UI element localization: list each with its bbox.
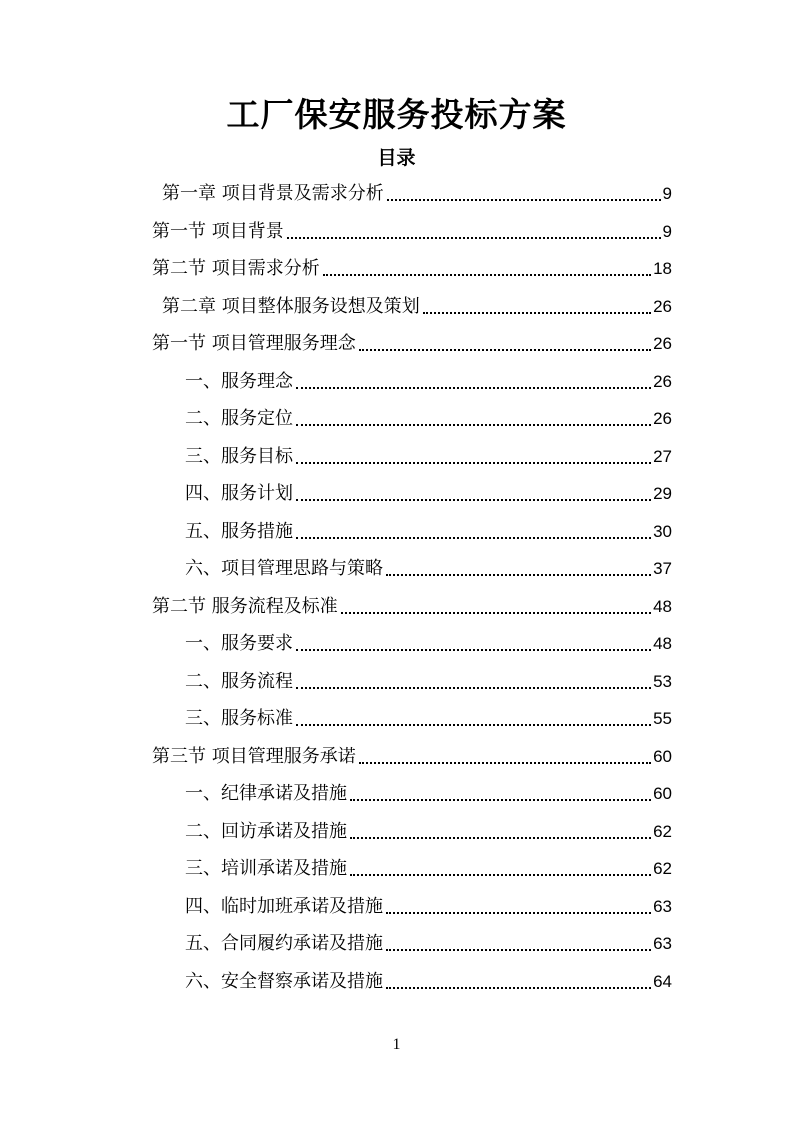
toc-entry-page: 48 [653,596,672,616]
toc-entry[interactable] [0,513,793,550]
toc-entry[interactable] [0,850,793,887]
toc-dot-leader [386,574,651,576]
toc-entry-label: 第一章 项目背景及需求分析 [162,183,384,204]
toc-entry[interactable] [0,925,793,962]
toc-dot-leader [386,912,651,914]
toc-entry-label: 一、服务要求 [185,633,293,654]
toc-entry[interactable] [0,400,793,437]
toc-entry-page: 53 [653,671,672,691]
toc-entry-label: 三、服务标准 [185,708,293,729]
toc-entry-label: 五、服务措施 [185,520,293,542]
toc-entry[interactable] [0,288,793,325]
toc-entry-label: 第二节 服务流程及标准 [152,595,338,617]
toc-dot-leader [296,724,651,726]
toc-entry[interactable] [0,775,793,812]
toc-dot-leader [296,499,651,501]
toc-entry[interactable] [0,325,793,362]
toc-entry[interactable] [0,250,793,287]
toc-dot-leader [341,612,651,614]
toc-entry[interactable] [0,438,793,475]
toc-dot-leader [386,949,651,951]
toc-dot-leader [359,349,651,351]
toc-entry-label: 四、临时加班承诺及措施 [185,895,383,917]
toc-dot-leader [350,874,651,876]
toc-dot-leader [359,762,651,764]
toc-entry[interactable] [0,888,793,925]
toc-entry-label: 一、服务理念 [185,370,293,392]
toc-entry-page: 26 [653,409,672,428]
toc-entry-label: 二、回访承诺及措施 [185,820,347,842]
toc-entry-label: 三、培训承诺及措施 [185,858,347,879]
toc-entry[interactable] [0,663,793,700]
toc-entry[interactable] [0,363,793,400]
toc-dot-leader [296,687,651,689]
toc-entry[interactable] [0,625,793,662]
toc-entry-page: 29 [653,484,672,503]
toc-entry-page: 37 [653,559,672,578]
toc-entry-label: 六、安全督察承诺及措施 [185,970,383,992]
toc-entry-page: 62 [653,821,672,841]
toc-entry-label: 第二节 项目需求分析 [152,258,320,279]
toc-entry-page: 63 [653,934,672,953]
toc-entry-page: 18 [653,259,672,278]
toc-entry-page: 63 [653,896,672,916]
toc-entry-label: 四、服务计划 [185,483,293,504]
toc-entry-page: 26 [653,296,672,316]
toc-entry-page: 48 [653,634,672,653]
toc-entry-page: 9 [662,184,672,203]
toc-entry-page: 60 [653,746,672,766]
toc-dot-leader [386,987,651,989]
toc-entry-page: 62 [653,859,672,878]
toc-entry-label: 一、纪律承诺及措施 [185,783,347,804]
toc-entry-page: 26 [653,334,672,353]
toc-entry-page: 9 [662,221,672,241]
toc-entry[interactable] [0,588,793,625]
toc-entry[interactable] [0,550,793,587]
toc-entry-label: 六、项目管理思路与策略 [185,558,383,579]
toc-entry-label: 第一节 项目管理服务理念 [152,333,356,354]
toc-dot-leader [296,537,651,539]
document-title: 工厂保安服务投标方案 [226,95,567,134]
page-number: 1 [392,1036,401,1053]
toc-entry-page: 30 [653,521,672,541]
toc-entry-page: 27 [653,446,672,466]
toc-dot-leader [350,837,651,839]
toc-dot-leader [296,462,651,464]
toc-entry[interactable] [0,475,793,512]
toc-dot-leader [296,649,651,651]
toc-entry-page: 60 [653,784,672,803]
toc-entry[interactable] [0,175,793,212]
toc-dot-leader [296,424,651,426]
toc-entry-label: 二、服务流程 [185,670,293,692]
toc-dot-leader [323,274,651,276]
toc-entry[interactable] [0,700,793,737]
toc-entry-page: 64 [653,971,672,991]
toc-dot-leader [423,312,651,314]
toc-dot-leader [387,199,661,201]
toc-entry-label: 二、服务定位 [185,408,293,429]
toc-entry-page: 55 [653,709,672,728]
toc-entry[interactable] [0,963,793,1000]
toc-dot-leader [287,237,661,239]
toc-entry[interactable] [0,813,793,850]
toc-entry-label: 第二章 项目整体服务设想及策划 [162,295,420,317]
toc-entry-label: 第三节 项目管理服务承诺 [152,745,356,767]
toc-entry[interactable] [0,213,793,250]
toc-heading: 目录 [377,147,416,169]
toc-entry[interactable] [0,738,793,775]
toc-entry-label: 第一节 项目背景 [152,220,284,242]
toc-dot-leader [350,799,651,801]
toc-entry-label: 五、合同履约承诺及措施 [185,933,383,954]
toc-entry-label: 三、服务目标 [185,445,293,467]
toc-dot-leader [296,387,651,389]
toc-entry-page: 26 [653,371,672,391]
